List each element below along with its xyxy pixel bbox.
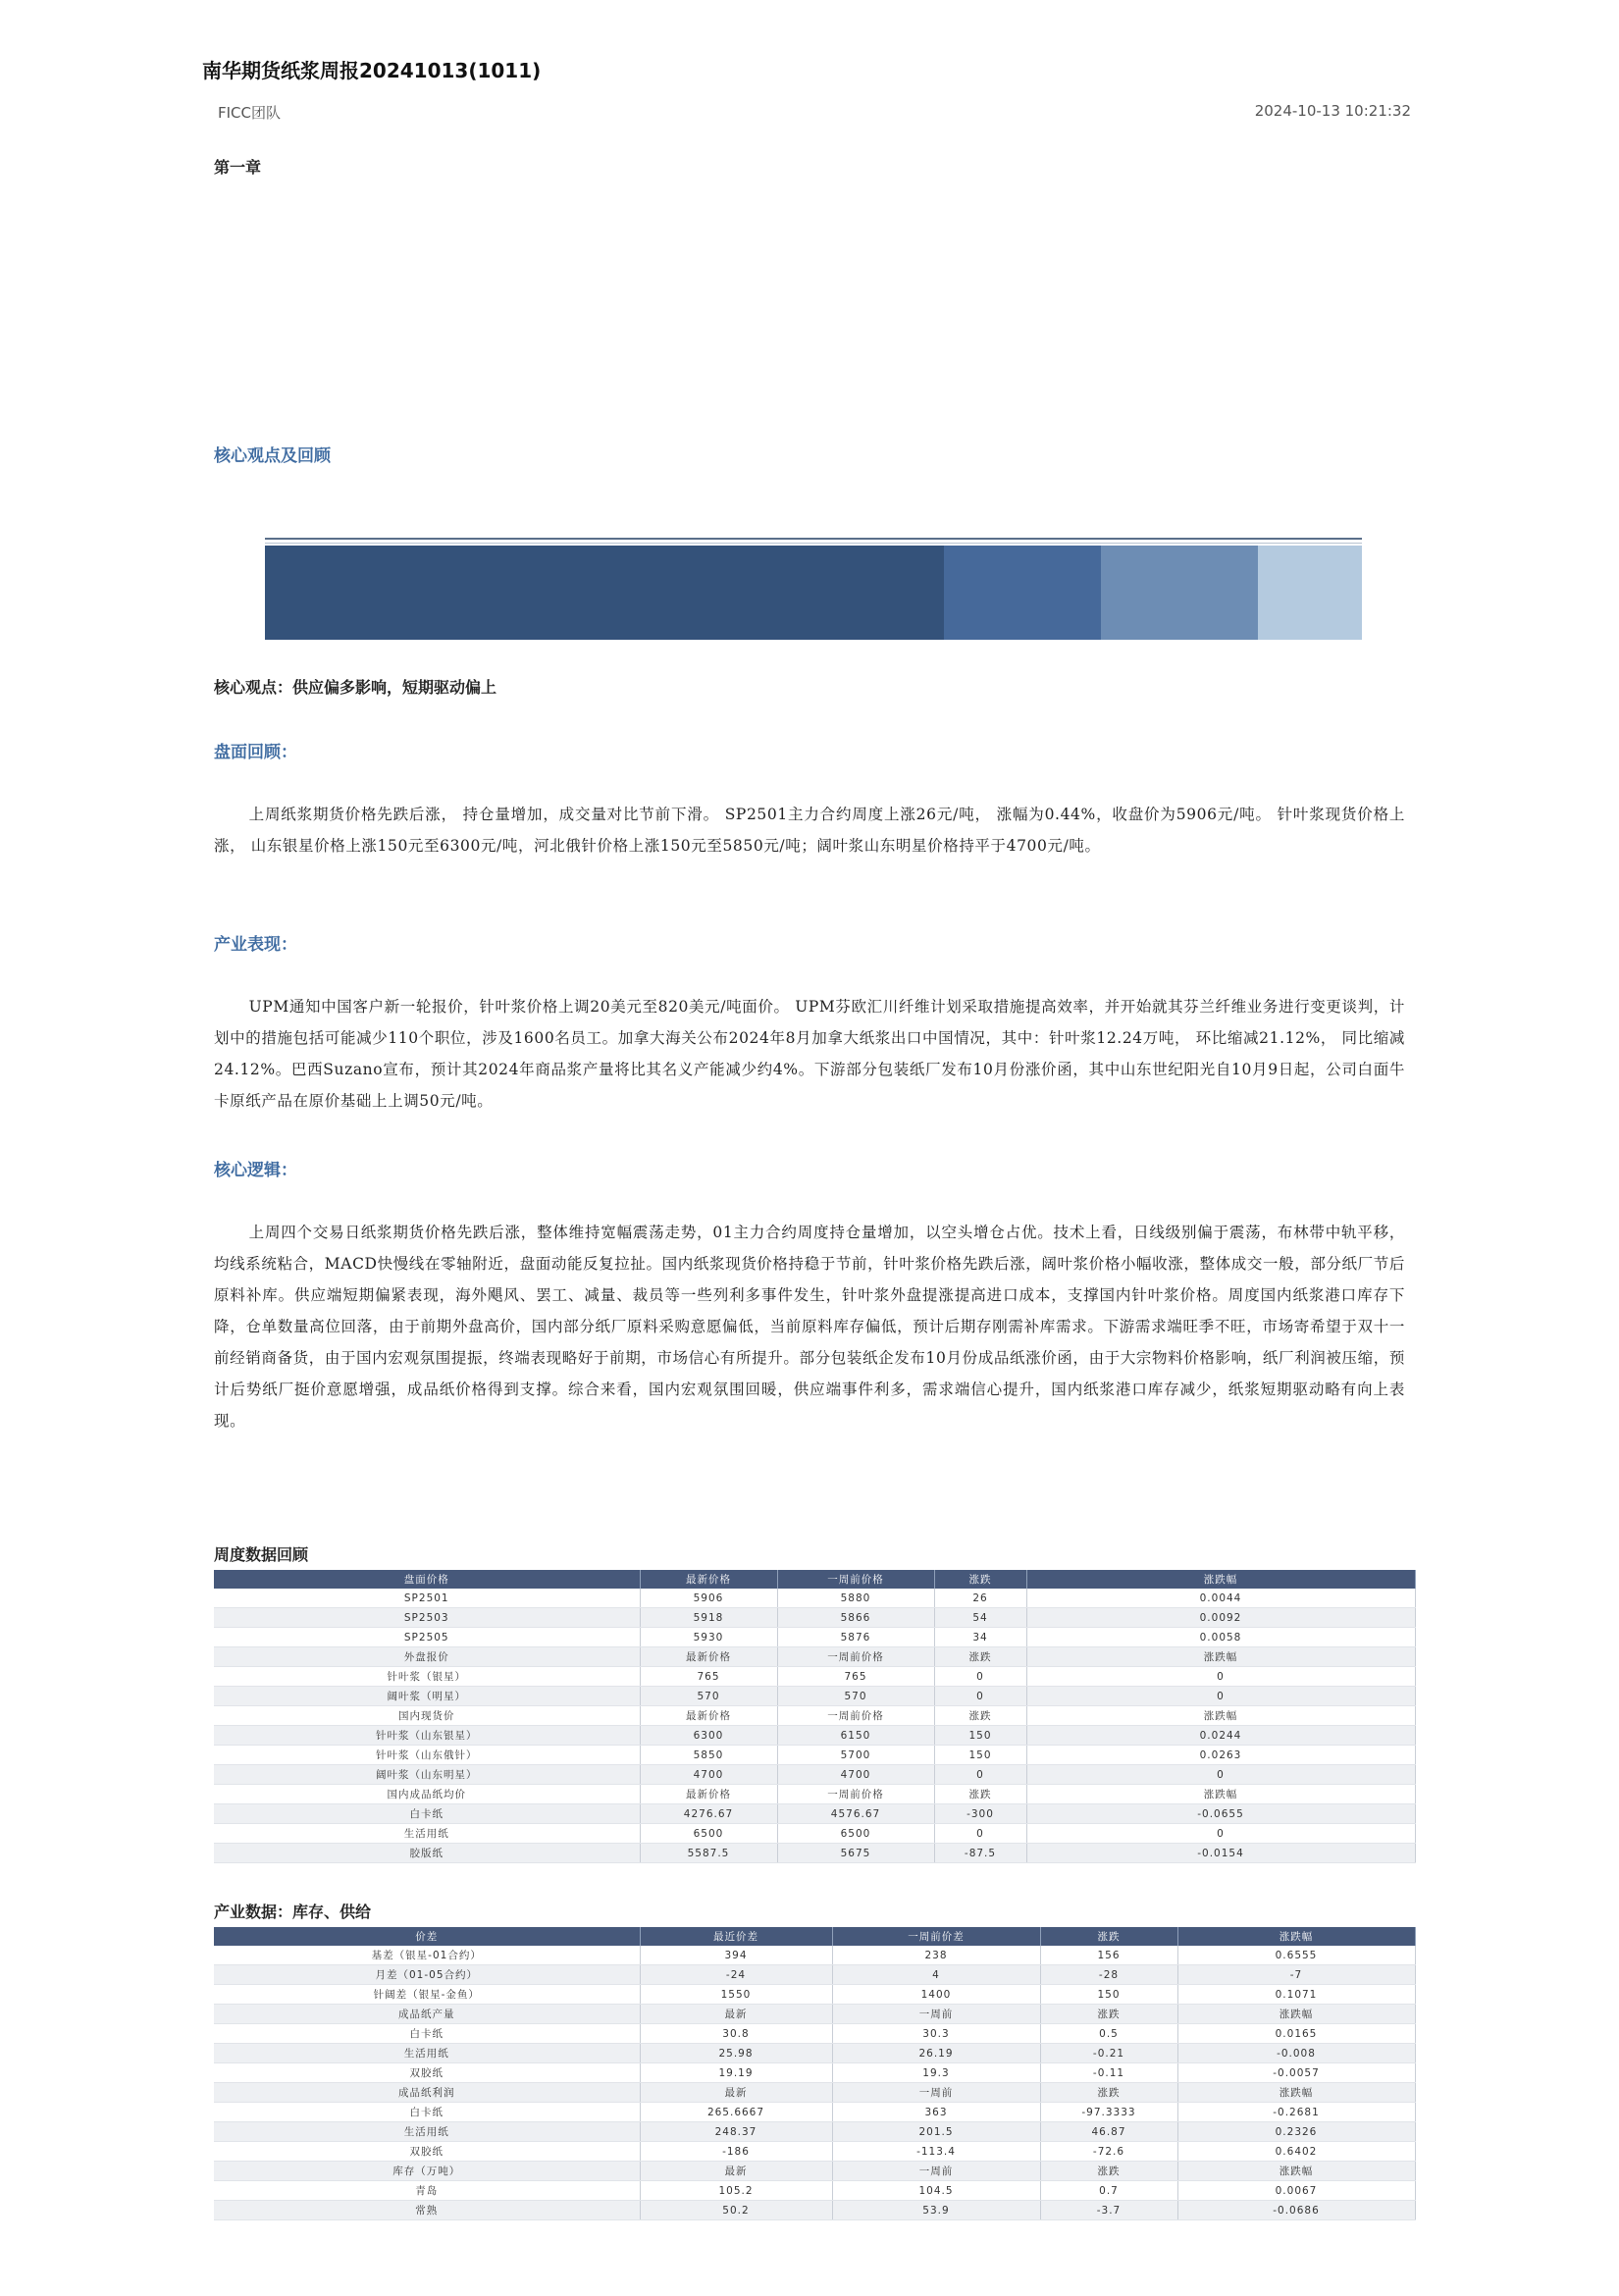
table-cell: 0 [934,1687,1026,1706]
table-cell: 1550 [640,1985,832,2005]
table-cell: 19.19 [640,2063,832,2083]
table-cell: 白卡纸 [214,2103,640,2122]
table-cell: 0.7 [1040,2181,1177,2201]
table-cell: 363 [832,2103,1040,2122]
table-cell: 外盘报价 [214,1647,640,1667]
table-cell: -0.21 [1040,2044,1177,2063]
banner-rule-thin [265,543,1362,544]
table-row [214,1608,1415,1628]
column-header: 最新价格 [640,1570,777,1589]
table-cell: -0.0057 [1177,2063,1415,2083]
table-cell: 库存（万吨） [214,2162,640,2181]
table-cell: 白卡纸 [214,2024,640,2044]
table-row [214,1765,1415,1785]
logic-title: 核心逻辑： [214,1161,297,1180]
table-cell: -300 [934,1804,1026,1824]
table-cell: 最新 [640,2162,832,2181]
table-cell: 30.3 [832,2024,1040,2044]
timestamp: 2024-10-13 10:21:32 [1254,102,1411,120]
table-cell: 月差（01-05合约） [214,1965,640,1985]
table-cell: 6300 [640,1726,777,1746]
table-cell: 0 [934,1765,1026,1785]
table-cell: 最新 [640,2083,832,2103]
table-cell: 570 [640,1687,777,1706]
table-cell: 0.0058 [1026,1628,1415,1647]
table-row [214,1946,1415,1965]
table-cell: 765 [640,1667,777,1687]
table-cell: 105.2 [640,2181,832,2201]
table-cell: 0.0263 [1026,1746,1415,1765]
table-cell: 一周前 [832,2083,1040,2103]
table-cell: 涨跌幅 [1177,2083,1415,2103]
table-row [214,1985,1415,2005]
industry-data-table [214,1927,1416,2220]
table-row [214,1628,1415,1647]
banner-block-medium [944,546,1101,640]
table-cell: 0.0165 [1177,2024,1415,2044]
table-cell: 5700 [777,1746,934,1765]
table-row [214,1726,1415,1746]
table-cell: 成品纸利润 [214,2083,640,2103]
table-cell: 生活用纸 [214,2044,640,2063]
table-cell: 涨跌 [934,1785,1026,1804]
table-cell: 6500 [777,1824,934,1844]
table-cell: SP2501 [214,1589,640,1608]
table-cell: 涨跌 [1040,2005,1177,2024]
table-cell: 4 [832,1965,1040,1985]
table-row [214,1706,1415,1726]
table-cell: 最新价格 [640,1647,777,1667]
table-cell: 1400 [832,1985,1040,2005]
table-cell: 0.1071 [1177,1985,1415,2005]
table-cell: 150 [934,1746,1026,1765]
table-cell: -72.6 [1040,2142,1177,2162]
table-row [214,1746,1415,1765]
table-row [214,1804,1415,1824]
table-cell: 5876 [777,1628,934,1647]
table-cell: 白卡纸 [214,1804,640,1824]
table-cell: 30.8 [640,2024,832,2044]
banner-block-pale [1258,546,1362,640]
column-header: 一周前价格 [777,1570,934,1589]
table-row [214,1687,1415,1706]
table-row [214,1647,1415,1667]
table-cell: 19.3 [832,2063,1040,2083]
table-cell: 5880 [777,1589,934,1608]
table-cell: 201.5 [832,2122,1040,2142]
table-cell: 6150 [777,1726,934,1746]
table-cell: -24 [640,1965,832,1985]
banner-block-light [1101,546,1258,640]
table-cell: 238 [832,1946,1040,1965]
table-cell: 394 [640,1946,832,1965]
table-cell: 涨跌幅 [1177,2162,1415,2181]
table-cell: -0.2681 [1177,2103,1415,2122]
table-cell: 生活用纸 [214,1824,640,1844]
table-cell: 26 [934,1589,1026,1608]
table-cell: 双胶纸 [214,2142,640,2162]
table-row [214,2103,1415,2122]
table-cell: 0.6402 [1177,2142,1415,2162]
table-cell: 0 [934,1667,1026,1687]
table-cell: -0.0686 [1177,2201,1415,2220]
table-cell: 54 [934,1608,1026,1628]
table-cell: -0.0154 [1026,1844,1415,1863]
banner-rule [265,538,1362,540]
table-cell: 5587.5 [640,1844,777,1863]
table-cell: 国内现货价 [214,1706,640,1726]
table-cell: 570 [777,1687,934,1706]
table-cell: SP2503 [214,1608,640,1628]
table-cell: 150 [1040,1985,1177,2005]
table-cell: -186 [640,2142,832,2162]
table-cell: 5918 [640,1608,777,1628]
table-cell: -97.3333 [1040,2103,1177,2122]
table-cell: 0 [1026,1765,1415,1785]
table-cell: 765 [777,1667,934,1687]
table-cell: -0.008 [1177,2044,1415,2063]
table-cell: 针叶浆（银星） [214,1667,640,1687]
industry-table-body [214,1946,1415,2220]
table-cell: 胶版纸 [214,1844,640,1863]
column-header: 盘面价格 [214,1570,640,1589]
author: FICC团队 [218,104,281,122]
table-cell: 5850 [640,1746,777,1765]
table-cell: 国内成品纸均价 [214,1785,640,1804]
table-cell: -28 [1040,1965,1177,1985]
industry-title: 产业表现： [214,935,297,955]
table-cell: 53.9 [832,2201,1040,2220]
column-header: 价差 [214,1927,640,1946]
table-cell: -0.11 [1040,2063,1177,2083]
table-cell: 一周前 [832,2005,1040,2024]
table-cell: 涨跌 [1040,2083,1177,2103]
column-header: 最近价差 [640,1927,832,1946]
table-row [214,2005,1415,2024]
industry-table-title: 产业数据：库存、供给 [214,1903,372,1921]
table-cell: 双胶纸 [214,2063,640,2083]
table-cell: 0 [1026,1667,1415,1687]
table-cell: 5675 [777,1844,934,1863]
table-cell: 青岛 [214,2181,640,2201]
table-row [214,1965,1415,1985]
table-row [214,1785,1415,1804]
table-cell: 针叶浆（山东银星） [214,1726,640,1746]
column-header: 涨跌 [1040,1927,1177,1946]
table-cell: 生活用纸 [214,2122,640,2142]
chapter-heading: 第一章 [214,158,262,177]
table-row [214,2083,1415,2103]
table-cell: 常熟 [214,2201,640,2220]
weekly-table-body [214,1589,1415,1863]
table-cell: 5930 [640,1628,777,1647]
table-cell: 针阔差（银星-金鱼） [214,1985,640,2005]
table-cell: -7 [1177,1965,1415,1985]
table-cell: 一周前价格 [777,1706,934,1726]
market-review-title: 盘面回顾： [214,743,297,762]
table-cell: 0.0092 [1026,1608,1415,1628]
table-row [214,2024,1415,2044]
table-cell: 4576.67 [777,1804,934,1824]
table-row [214,1589,1415,1608]
table-cell: 阔叶浆（山东明星） [214,1765,640,1785]
table-cell: 涨跌幅 [1026,1785,1415,1804]
table-cell: 一周前价格 [777,1785,934,1804]
table-cell: 0.0067 [1177,2181,1415,2201]
core-view-heading: 核心观点：供应偏多影响，短期驱动偏上 [214,678,497,697]
table-cell: 25.98 [640,2044,832,2063]
table-row [214,2162,1415,2181]
table-header-row [214,1927,1415,1946]
table-cell: 涨跌 [934,1647,1026,1667]
table-cell: 一周前 [832,2162,1040,2181]
table-cell: 涨跌 [1040,2162,1177,2181]
table-cell: 150 [934,1726,1026,1746]
table-cell: 4700 [640,1765,777,1785]
table-row [214,2142,1415,2162]
table-cell: -3.7 [1040,2201,1177,2220]
table-cell: 5866 [777,1608,934,1628]
table-cell: 5906 [640,1589,777,1608]
table-cell: 156 [1040,1946,1177,1965]
table-cell: 248.37 [640,2122,832,2142]
table-cell: 46.87 [1040,2122,1177,2142]
table-cell: 50.2 [640,2201,832,2220]
table-header-row [214,1570,1415,1589]
column-header: 一周前价差 [832,1927,1040,1946]
column-header: 涨跌 [934,1570,1026,1589]
table-cell: 涨跌 [934,1706,1026,1726]
table-cell: 0.5 [1040,2024,1177,2044]
table-cell: 成品纸产量 [214,2005,640,2024]
table-cell: 4700 [777,1765,934,1785]
table-cell: 0 [1026,1824,1415,1844]
table-cell: 265.6667 [640,2103,832,2122]
table-cell: 0.0244 [1026,1726,1415,1746]
column-header: 涨跌幅 [1026,1570,1415,1589]
banner-block-dark [265,546,944,640]
table-cell: 针叶浆（山东俄针） [214,1746,640,1765]
table-cell: 0.6555 [1177,1946,1415,1965]
column-header: 涨跌幅 [1177,1927,1415,1946]
weekly-data-table [214,1570,1416,1863]
table-row [214,2063,1415,2083]
market-review-paragraph: 上周纸浆期货价格先跌后涨， 持仓量增加，成交量对比节前下滑。 SP2501主力合约周度上涨26元/吨， 涨幅为0.44%，收盘价为5906元/吨。 针叶浆现货价格上涨， 山东银星价格上涨150元至6300元/吨，河北俄针价格上涨150元至5850元/吨；阔叶浆山东明星价格持平于4700元/吨。 [214,806,1405,855]
banner-graphic [265,538,1362,640]
table-cell: 0 [1026,1687,1415,1706]
table-cell: 最新 [640,2005,832,2024]
table-cell: 0.0044 [1026,1589,1415,1608]
table-cell: 涨跌幅 [1026,1706,1415,1726]
table-cell: 4276.67 [640,1804,777,1824]
logic-paragraph: 上周四个交易日纸浆期货价格先跌后涨，整体维持宽幅震荡走势，01主力合约周度持仓量增加，以空头增仓占优。技术上看，日线级别偏于震荡，布林带中轨平移，均线系统粘合，MACD快慢线在零轴附近，盘面动能反复拉扯。国内纸浆现货价格持稳于节前，针叶浆价格先跌后涨，阔叶浆价格小幅收涨，整体成交一般，部分纸厂节后原料补库。供应端短期偏紧表现，海外飓风、罢工、减量、裁员等一些列利多事件发生，针叶浆外盘提涨提高进口成本，支撑国内针叶浆价格。周度国内纸浆港口库存下降，仓单数量高位回落，由于前期外盘高价，国内部分纸厂原料采购意愿偏低，当前原料库存偏低，预计后期存刚需补库需求。下游需求端旺季不旺，市场寄希望于双十一前经销商备货，由于国内宏观氛围提振，终端表现略好于前期，市场信心有所提升。部分包装纸企发布10月份成品纸涨价函，由于大宗物料价格影响，纸厂利润被压缩，预计后势纸厂挺价意愿增强，成品纸价格得到支撑。综合来看，国内宏观氛围回暖，供应端事件利多，需求端信心提升，国内纸浆港口库存减少，纸浆短期驱动略有向上表现。 [214,1224,1405,1430]
table-row [214,1667,1415,1687]
table-cell: 104.5 [832,2181,1040,2201]
table-cell: 涨跌幅 [1177,2005,1415,2024]
table-cell: 阔叶浆（明星） [214,1687,640,1706]
table-cell: 基差（银星-01合约） [214,1946,640,1965]
table-row [214,1824,1415,1844]
table-row [214,2122,1415,2142]
table-cell: -87.5 [934,1844,1026,1863]
section-core-review-title: 核心观点及回顾 [214,446,331,466]
table-cell: 0.2326 [1177,2122,1415,2142]
table-cell: 最新价格 [640,1706,777,1726]
table-row [214,2044,1415,2063]
table-row [214,1844,1415,1863]
table-cell: 34 [934,1628,1026,1647]
table-row [214,2181,1415,2201]
table-cell: 一周前价格 [777,1647,934,1667]
table-cell: -0.0655 [1026,1804,1415,1824]
table-cell: 6500 [640,1824,777,1844]
table-cell: 涨跌幅 [1026,1647,1415,1667]
table-cell: 26.19 [832,2044,1040,2063]
document-title: 南华期货纸浆周报20241013(1011) [202,59,542,82]
industry-paragraph: UPM通知中国客户新一轮报价，针叶浆价格上调20美元至820美元/吨面价。 UPM芬欧汇川纤维计划采取措施提高效率，并开始就其芬兰纤维业务进行变更谈判，计划中的措施包括可能减少110个职位，涉及1600名员工。加拿大海关公布2024年8月加拿大纸浆出口中国情况，其中：针叶浆12.24万吨， 环比缩减21.12%， 同比缩减24.12%。巴西Suzano宣布，预计其2024年商品浆产量将比其名义产能减少约4%。下游部分包装纸厂发布10月份涨价函，其中山东世纪阳光自10月9日起，公司白面牛卡原纸产品在原价基础上上调50元/吨。 [214,998,1405,1110]
table-cell: SP2505 [214,1628,640,1647]
table-cell: 0 [934,1824,1026,1844]
table-cell: 最新价格 [640,1785,777,1804]
table-row [214,2201,1415,2220]
weekly-table-title: 周度数据回顾 [214,1545,309,1564]
table-cell: -113.4 [832,2142,1040,2162]
